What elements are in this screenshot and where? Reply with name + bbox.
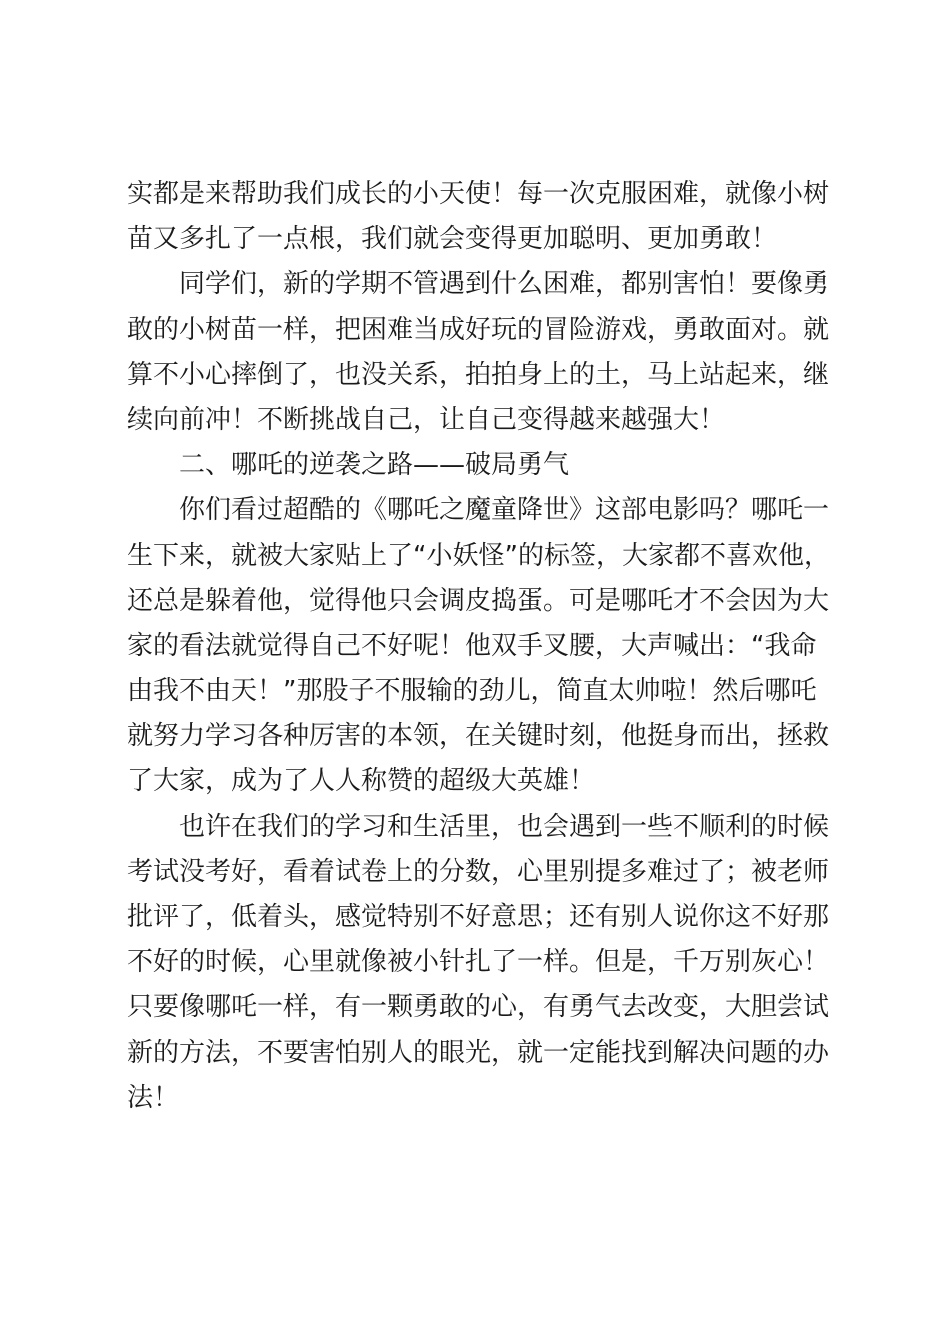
text-line: 由我不由天！”那股子不服输的劲儿，简直太帅啦！然后哪吒	[127, 676, 817, 707]
text-line: 批评了，低着头，感觉特别不好意思；还有别人说你这不好那	[127, 902, 830, 932]
text-line: 家的看法就觉得自己不好呢！他双手叉腰，大声喊出：“我命	[127, 630, 817, 661]
paragraph-start-line: 同学们，新的学期不管遇到什么困难，都别害怕！要像勇	[179, 269, 830, 300]
text-line: 苗又多扎了一点根，我们就会变得更加聪明、更加勇敢！	[127, 224, 778, 255]
paragraph-start-line: 你们看过超酷的《哪吒之魔童降世》这部电影吗？哪吒一	[179, 495, 830, 526]
section-heading: 二、哪吒的逆袭之路——破局勇气	[179, 450, 570, 481]
text-line: 了大家，成为了人人称赞的超级大英雄！	[127, 766, 596, 797]
paragraph-start-line: 也许在我们的学习和生活里，也会遇到一些不顺利的时候	[179, 811, 830, 842]
text-line: 算不小心摔倒了，也没关系，拍拍身上的土，马上站起来，继	[127, 359, 830, 390]
text-line: 法！	[127, 1082, 180, 1113]
text-line: 敢的小树苗一样，把困难当成好玩的冒险游戏，勇敢面对。就	[127, 314, 830, 345]
text-line: 续向前冲！不断挑战自己，让自己变得越来越强大！	[127, 404, 726, 435]
text-line: 考试没考好，看着试卷上的分数，心里别提多难过了；被老师	[127, 856, 830, 887]
text-line: 不好的时候，心里就像被小针扎了一样。但是，千万别灰心！	[127, 947, 830, 978]
text-line: 实都是来帮助我们成长的小天使！每一次克服困难，就像小树	[127, 179, 830, 209]
document-body	[127, 172, 839, 1121]
text-line: 就努力学习各种厉害的本领，在关键时刻，他挺身而出，拯救	[127, 721, 830, 752]
text-line: 新的方法，不要害怕别人的眼光，就一定能找到解决问题的办	[127, 1037, 830, 1068]
text-line: 生下来，就被大家贴上了“小妖怪”的标签，大家都不喜欢他，	[127, 540, 830, 571]
text-line: 只要像哪吒一样，有一颗勇敢的心，有勇气去改变，大胆尝试	[127, 992, 830, 1023]
text-line: 还总是躲着他，觉得他只会调皮捣蛋。可是哪吒才不会因为大	[127, 585, 830, 616]
